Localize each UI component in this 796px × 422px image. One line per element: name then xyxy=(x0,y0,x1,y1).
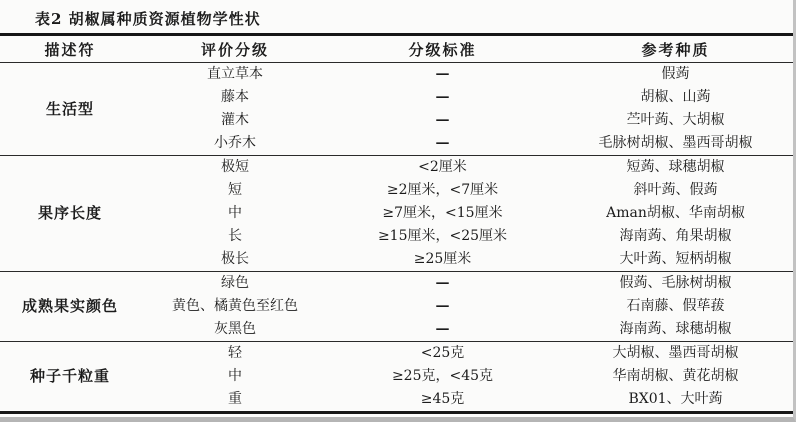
reference-cell: 毛脉树胡椒、墨西哥胡椒 xyxy=(598,135,753,151)
header-row xyxy=(0,35,796,63)
reference-cell: Aman胡椒、华南胡椒 xyxy=(606,205,745,221)
reference-cell: 假蒟 xyxy=(661,66,690,82)
grade-cell: 长 xyxy=(228,228,242,244)
reference-cell: BX01、大叶蒟 xyxy=(628,391,723,407)
reference-cell: 石南藤、假荜菝 xyxy=(626,298,725,314)
standard-cell: — xyxy=(435,66,450,82)
grade-cell: 黄色、橘黄色至红色 xyxy=(172,298,298,314)
table-row xyxy=(0,156,796,180)
reference-cell: 胡椒、山蒟 xyxy=(640,89,711,105)
grade-cell: 短 xyxy=(228,182,242,198)
grade-cell: 极长 xyxy=(221,251,249,267)
standard-cell: ≥45克 xyxy=(420,391,465,407)
descriptor-cell: 生活型 xyxy=(45,100,94,118)
standard-cell: ≥25厘米 xyxy=(413,251,472,267)
standard-cell: ≥7厘米，<15厘米 xyxy=(382,205,503,221)
reference-cell: 大胡椒、墨西哥胡椒 xyxy=(555,342,796,366)
grade-cell: 绿色 xyxy=(140,272,330,296)
reference-cell: 海南蒟、球穗胡椒 xyxy=(619,321,732,337)
header-standard: 分级标准 xyxy=(330,35,555,63)
header-descriptor: 描述符 xyxy=(0,35,140,63)
grade-cell: 重 xyxy=(228,391,242,407)
table-body xyxy=(0,63,796,413)
grade-cell: 直立草本 xyxy=(207,66,263,82)
standard-cell: — xyxy=(435,112,450,128)
standard-cell: — xyxy=(435,135,450,151)
table-row xyxy=(0,342,796,366)
germplasm-traits-table xyxy=(0,33,796,414)
standard-cell: — xyxy=(435,321,450,337)
standard-cell: <2厘米 xyxy=(330,156,555,180)
table-caption: 表2 胡椒属种质资源植物学性状 xyxy=(35,10,261,28)
reference-cell: 假蒟、毛脉树胡椒 xyxy=(555,272,796,296)
table-row xyxy=(0,272,796,296)
grade-cell: 中 xyxy=(228,368,242,384)
standard-cell: — xyxy=(435,298,450,314)
standard-cell: — xyxy=(330,272,555,296)
standard-cell: ≥2厘米，<7厘米 xyxy=(386,182,499,198)
standard-cell: ≥25克，<45克 xyxy=(391,368,494,384)
standard-cell: <25克 xyxy=(330,342,555,366)
descriptor-cell: 种子千粒重 xyxy=(0,342,140,413)
grade-cell: 藤本 xyxy=(221,89,249,105)
descriptor-cell: 果序长度 xyxy=(0,156,140,272)
header-grade: 评价分级 xyxy=(140,35,330,63)
table-row xyxy=(0,63,796,87)
reference-cell: 苎叶蒟、大胡椒 xyxy=(626,112,725,128)
header-reference: 参考种质 xyxy=(555,35,796,63)
grade-cell: 小乔木 xyxy=(214,135,256,151)
descriptor-cell: 成熟果实颜色 xyxy=(0,272,140,342)
reference-cell: 短蒟、球穗胡椒 xyxy=(555,156,796,180)
grade-cell: 极短 xyxy=(140,156,330,180)
standard-cell: ≥15厘米，<25厘米 xyxy=(377,228,508,244)
grade-cell: 中 xyxy=(228,205,242,221)
standard-cell: — xyxy=(435,89,450,105)
reference-cell: 大叶蒟、短柄胡椒 xyxy=(619,251,732,267)
grade-cell: 灰黑色 xyxy=(214,321,256,337)
reference-cell: 华南胡椒、黄花胡椒 xyxy=(612,368,739,384)
grade-cell: 轻 xyxy=(140,342,330,366)
reference-cell: 斜叶蒟、假蒟 xyxy=(633,182,718,198)
grade-cell: 灌木 xyxy=(221,112,249,128)
reference-cell: 海南蒟、角果胡椒 xyxy=(619,228,732,244)
